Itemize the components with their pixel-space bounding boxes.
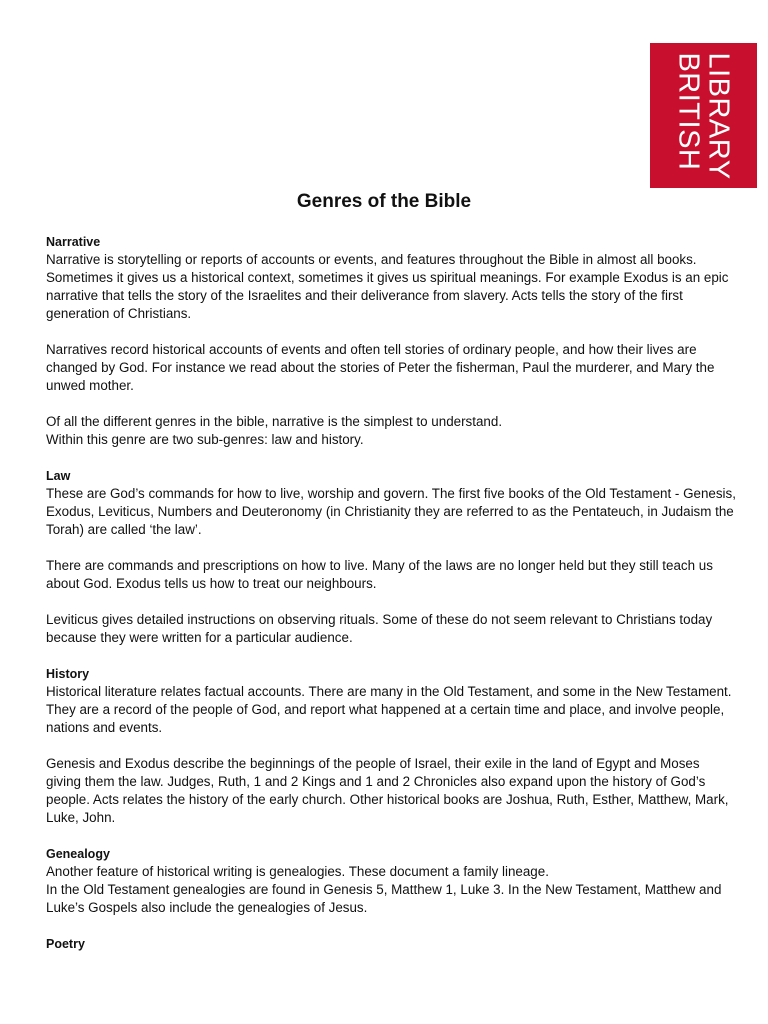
section-heading: Narrative — [46, 235, 101, 249]
section-heading: Law — [46, 469, 71, 483]
paragraph: Genesis and Exodus describe the beginnings of the people of Israel, their exile in the land of Egypt and Moses giving them the law. Judges, Ruth, 1 and 2 Kings and 1 and 2 Chronicles also expand upon the history of God’s people. Acts relates the history of the early church. Other historical books are Joshua, Ruth, Esther, Matthew, Mark, Luke, John. — [46, 756, 729, 825]
document-body — [46, 233, 736, 953]
paragraph: Of all the different genres in the bible, narrative is the simplest to understand. — [46, 414, 503, 429]
paragraph: There are commands and prescriptions on how to live. Many of the laws are no longer held but they still teach us about God. Exodus tells us how to treat our neighbours. — [46, 558, 713, 591]
paragraph: Leviticus gives detailed instructions on observing rituals. Some of these do not seem relevant to Christians today because they were written for a particular audience. — [46, 612, 713, 645]
section-history — [46, 665, 736, 827]
section-law — [46, 467, 736, 647]
section-heading: Genealogy — [46, 847, 110, 861]
paragraph: Historical literature relates factual accounts. There are many in the Old Testament, and some in the New Testament. They are a record of the people of God, and report what happened at a certain time and place, and involve people, nations and events. — [46, 684, 732, 735]
paragraph: Another feature of historical writing is genealogies. These document a family lineage. — [46, 864, 549, 879]
logo-line-library: LIBRARY — [702, 51, 735, 180]
british-library-logo — [650, 43, 757, 188]
section-narrative — [46, 233, 736, 449]
document-title: Genres of the Bible — [296, 191, 472, 212]
paragraph: These are God’s commands for how to live, worship and govern. The first five books of the Old Testament - Genesis, Exodus, Leviticus, Numbers and Deuteronomy (in Christianity they are referred to as the Pentateuch, in Judaism the Torah) are called ‘the law’. — [46, 486, 736, 537]
logo-wordmark — [674, 52, 734, 179]
section-heading: Poetry — [46, 937, 85, 951]
paragraph: Within this genre are two sub-genres: law and history. — [46, 432, 364, 447]
logo-line-british: BRITISH — [672, 51, 705, 170]
section-poetry — [46, 935, 736, 953]
section-heading: History — [46, 667, 90, 681]
paragraph: Narrative is storytelling or reports of accounts or events, and features throughout the Bible in almost all books. Sometimes it gives us a historical context, sometimes it gives us spiritual meanings. For example Exodus is an epic narrative that tells the story of the Israelites and their deliverance from slavery. Acts tells the story of the first generation of Christians. — [46, 252, 729, 321]
paragraph: Narratives record historical accounts of events and often tell stories of ordinary people, and how their lives are changed by God. For instance we read about the stories of Peter the fisherman, Paul the murderer, and Mary the unwed mother. — [46, 342, 715, 393]
section-genealogy — [46, 845, 736, 917]
paragraph: In the Old Testament genealogies are found in Genesis 5, Matthew 1, Luke 3. In the New Testament, Matthew and Luke’s Gospels also include the genealogies of Jesus. — [46, 882, 722, 915]
